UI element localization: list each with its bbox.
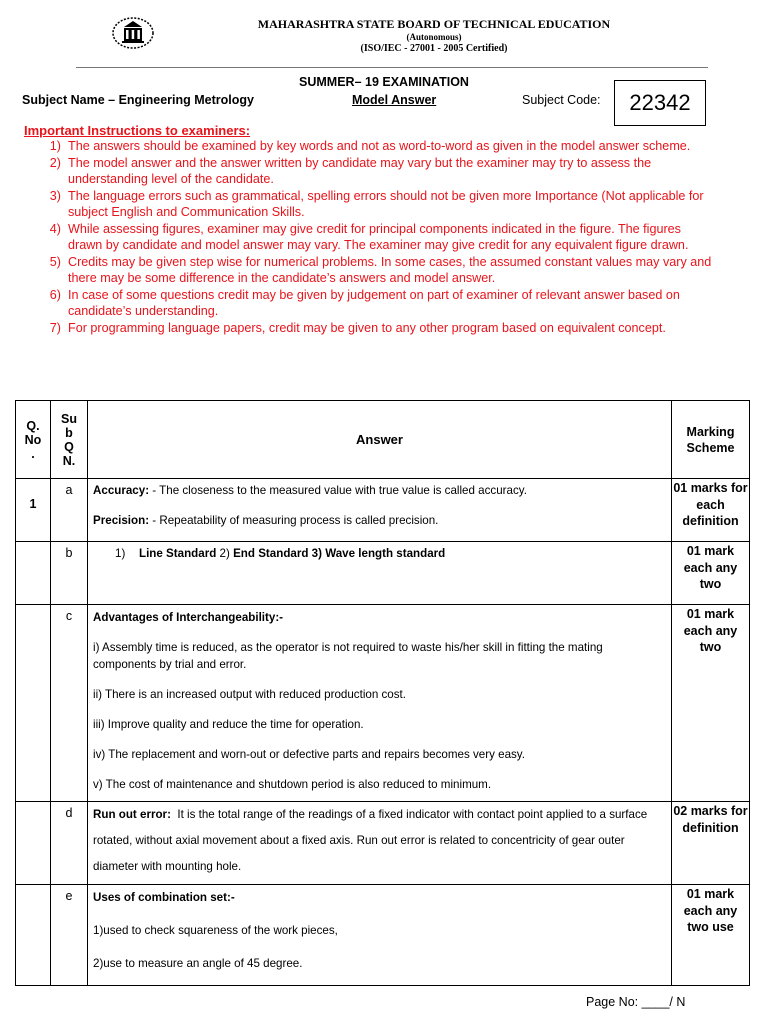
instruction-text: The language errors such as grammatical, spelling errors should not be given more Importance (Not applicable for subject English and Communication Skills.	[68, 188, 704, 219]
instruction-text: For programming language papers, credit may be given to any other program based on equivalent concept.	[68, 320, 666, 335]
marks-cell: 02 marks for definition	[672, 802, 750, 885]
advantage-item: iv) The replacement and worn-out or defective parts and repairs becomes very easy.	[93, 748, 525, 761]
answer-cell	[88, 542, 672, 605]
standards-list	[93, 546, 666, 562]
qno-cell	[16, 802, 51, 885]
model-answer-label: Model Answer	[352, 93, 437, 107]
header-qno-label: Q. No .	[24, 418, 42, 461]
instruction-number: 3)	[49, 188, 61, 203]
instruction-number: 1)	[49, 139, 61, 153]
precision-definition	[93, 513, 666, 529]
answer-table	[15, 400, 750, 986]
other-standards: End Standard 3) Wave length standard	[233, 547, 446, 560]
instruction-item	[22, 320, 718, 337]
instruction-number: 6)	[49, 287, 61, 302]
runout-label: Run out error:	[93, 808, 171, 821]
instruction-item	[22, 287, 718, 320]
accuracy-definition	[93, 483, 666, 499]
list-number: 1)	[115, 547, 126, 560]
qno-cell	[16, 885, 51, 986]
subq-cell: c	[51, 605, 88, 802]
table-row	[16, 802, 750, 885]
marks-cell: 01 mark each any two	[672, 605, 750, 802]
subject-name: Subject Name – Engineering Metrology	[22, 93, 254, 107]
header-subq-label: Su b Q N.	[61, 411, 77, 468]
accuracy-text: - The closeness to the measured value with true value is called accuracy.	[149, 484, 527, 497]
advantage-item: v) The cost of maintenance and shutdown period is also reduced to minimum.	[93, 778, 492, 791]
instruction-item	[22, 155, 718, 188]
header-marking	[672, 401, 750, 479]
header-qno	[16, 401, 51, 479]
instruction-number: 5)	[49, 254, 61, 269]
msbte-logo	[110, 16, 156, 50]
instructions-title: Important Instructions to examiners:	[24, 123, 251, 138]
advantage-item: ii) There is an increased output with reduced production cost.	[93, 688, 406, 701]
board-title: MAHARASHTRA STATE BOARD OF TECHNICAL EDUCATION	[257, 17, 611, 31]
header-marking-label: Marking Scheme	[686, 424, 735, 455]
qno-cell: 1	[16, 479, 51, 542]
instruction-number: 4)	[49, 221, 61, 236]
answer-cell	[88, 802, 672, 885]
autonomous-label: (Autonomous)	[406, 32, 462, 42]
exam-title: SUMMER– 19 EXAMINATION	[299, 75, 469, 89]
combination-set-heading: Uses of combination set:-	[93, 891, 235, 904]
table-row	[16, 605, 750, 802]
precision-label: Precision:	[93, 514, 150, 527]
instruction-number: 7)	[49, 320, 61, 335]
instruction-item	[22, 188, 718, 221]
header-subq	[51, 401, 88, 479]
table-row	[16, 885, 750, 986]
answer-cell	[88, 885, 672, 986]
answer-cell	[88, 605, 672, 802]
line-standard: Line Standard	[139, 547, 217, 560]
marks-cell: 01 mark each any two	[672, 542, 750, 605]
subject-code: 22342	[614, 80, 706, 126]
instruction-item	[22, 254, 718, 287]
subq-cell: b	[51, 542, 88, 605]
use-item: 1)used to check squareness of the work pieces,	[93, 924, 338, 937]
certification-label: (ISO/IEC - 27001 - 2005 Certified)	[360, 43, 508, 54]
use-item: 2)use to measure an angle of 45 degree.	[93, 957, 303, 970]
instructions-list	[22, 138, 718, 336]
accuracy-label: Accuracy:	[93, 484, 150, 497]
advantage-item: i) Assembly time is reduced, as the operator is not required to waste his/her skill in fitting the mating components by trial and error.	[93, 641, 603, 671]
instruction-text: In case of some questions credit may be given by judgement on part of examiner of relevant answer based on candidate’s understanding.	[68, 287, 680, 318]
interchangeability-heading: Advantages of Interchangeability:-	[93, 611, 284, 624]
page-number: Page No: ____/ N	[586, 995, 686, 1009]
instruction-text: Credits may be given step wise for numerical problems. In some cases, the assumed constant values may vary and there may be some difference in the candidate’s answers and model answer.	[68, 254, 712, 285]
subq-cell: d	[51, 802, 88, 885]
instruction-number: 2)	[49, 155, 61, 170]
instruction-item	[22, 138, 718, 155]
list-separator: 2)	[216, 547, 234, 560]
table-row	[16, 542, 750, 605]
runout-text: It is the total range of the readings of a fixed indicator with contact point applied to a surface rotated, without axial movement about a fixed axis. Run out error is related to concentricity of gear outer diameter with mounting hole.	[93, 808, 651, 873]
answer-cell	[88, 479, 672, 542]
instruction-text: The model answer and the answer written by candidate may vary but the examiner may try to assess the understanding level of the candidate.	[68, 155, 652, 186]
instruction-text: The answers should be examined by key words and not as word-to-word as given in the model answer scheme.	[68, 139, 691, 153]
instruction-text: While assessing figures, examiner may give credit for principal components indicated in the figure. The figures drawn by candidate and model answer may vary. The examiner may give credit for any equivalent figure drawn.	[68, 221, 689, 252]
qno-cell	[16, 605, 51, 802]
header-divider	[76, 67, 708, 68]
header-answer: Answer	[88, 401, 672, 479]
subject-code-label: Subject Code:	[522, 93, 601, 107]
marks-cell: 01 marks for each definition	[672, 479, 750, 542]
instruction-item	[22, 221, 718, 254]
table-header-row	[16, 401, 750, 479]
marks-cell: 01 mark each any two use	[672, 885, 750, 986]
table-row	[16, 479, 750, 542]
subq-cell: e	[51, 885, 88, 986]
subq-cell: a	[51, 479, 88, 542]
precision-text: - Repeatability of measuring process is called precision.	[149, 514, 439, 527]
advantage-item: iii) Improve quality and reduce the time for operation.	[93, 718, 364, 731]
qno-cell	[16, 542, 51, 605]
